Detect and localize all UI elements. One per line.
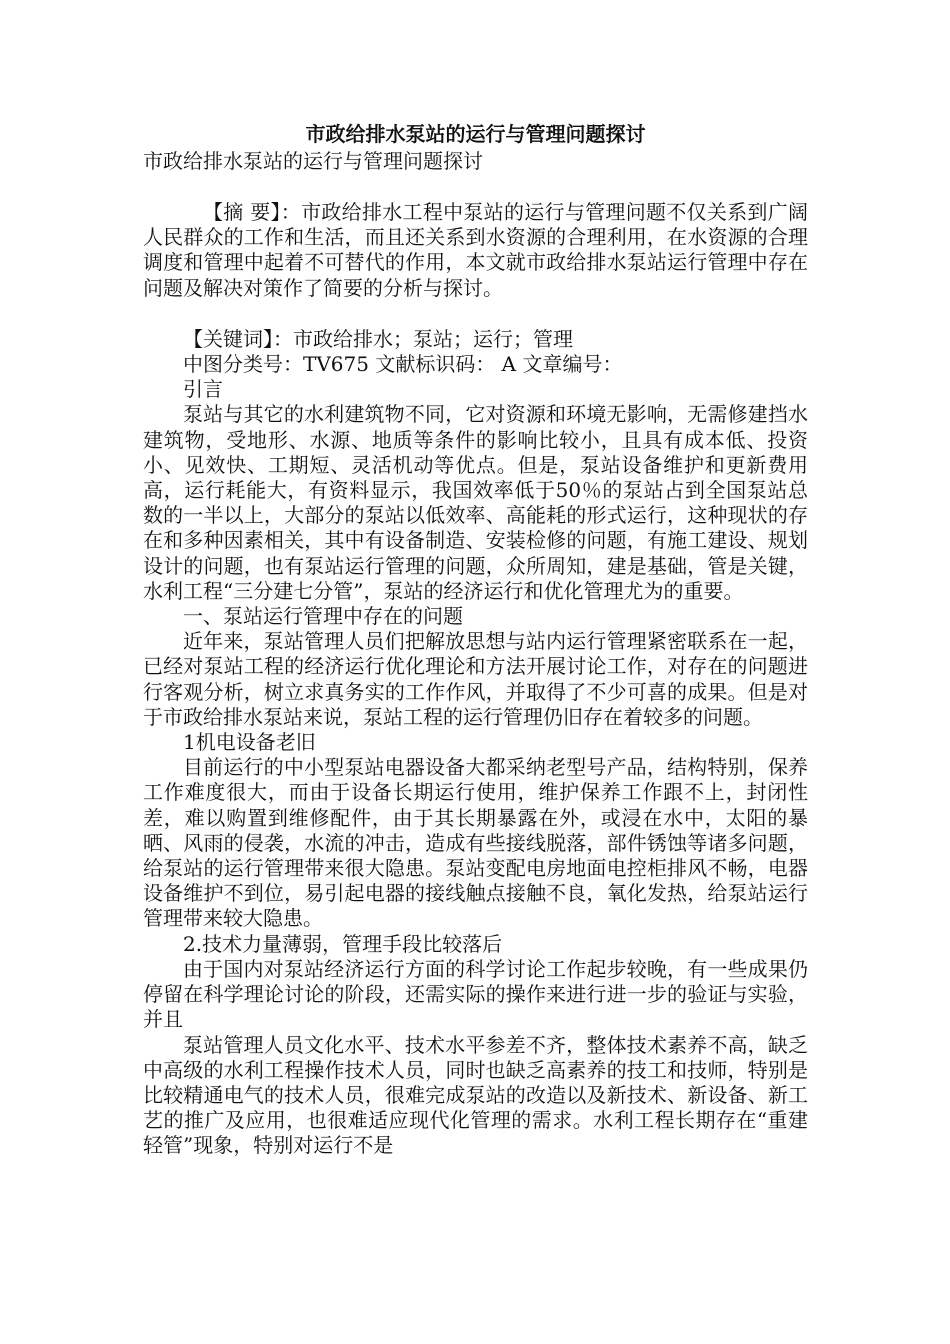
subsection-2-paragraph-2: 泵站管理人员文化水平、技术水平参差不齐，整体技术素养不高，缺乏中高级的水利工程操作技术人员，同时也缺乏高素养的技工和技师，特别是比较精通电气的技术人员，很难完成泵站的改造以及新技术、新设备、新工艺的推广及应用，也很难适应现代化管理的需求。水利工程长期存在“重建轻管”现象，特别对运行不是 (143, 1032, 808, 1158)
intro-paragraph: 泵站与其它的水利建筑物不同，它对资源和环境无影响，无需修建挡水建筑物，受地形、水源、地质等条件的影响比较小，且具有成本低、投资小、见效快、工期短、灵活机动等优点。但是，泵站设备维护和更新费用高，运行耗能大，有资料显示，我国效率低于50％的泵站占到全国泵站总数的一半以上，大部分的泵站以低效率、高能耗的形式运行，这种现状的存在和多种因素相关，其中有设备制造、安装检修的问题，有施工建设、规划设计的问题，也有泵站运行管理的问题，众所周知，建是基础，管是关键，水利工程“三分建七分管”，泵站的经济运行和优化管理尤为的重要。 (143, 402, 808, 603)
subsection-1-paragraph: 目前运行的中小型泵站电器设备大都采纳老型号产品，结构特别，保养工作难度很大，而由于设备长期运行使用，维护保养工作跟不上，封闭性差，难以购置到维修配件，由于其长期暴露在外，或浸在水中，太阳的暴晒、风雨的侵袭，水流的冲击，造成有些接线脱落，部件锈蚀等诸多问题，给泵站的运行管理带来很大隐患。泵站变配电房地面电控柜排风不畅，电器设备维护不到位，易引起电器的接线触点接触不良，氧化发热，给泵站运行管理带来较大隐患。 (143, 755, 808, 931)
document-page (143, 120, 808, 1320)
subsection-2-paragraph-1: 由于国内对泵站经济运行方面的科学讨论工作起步较晚，有一些成果仍停留在科学理论讨论的阶段，还需实际的操作来进行进一步的验证与实验，并且 (143, 956, 808, 1032)
blank-line (143, 301, 808, 327)
subsection-2-heading: 2.技术力量薄弱，管理手段比较落后 (183, 931, 503, 956)
section-1-paragraph: 近年来，泵站管理人员们把解放思想与站内运行管理紧密联系在一起，已经对泵站工程的经济运行优化理论和方法开展讨论工作，对存在的问题进行客观分析，树立求真务实的工作作风，并取得了不少可喜的成果。但是对于市政给排水泵站来说，泵站工程的运行管理仍旧存在着较多的问题。 (143, 629, 808, 729)
section-1-heading: 一、泵站运行管理中存在的问题 (183, 604, 463, 629)
blank-line (143, 174, 808, 200)
keywords-line: 【关键词】：市政给排水；泵站；运行；管理 (183, 326, 573, 351)
classification-line: 中图分类号：TV675 文献标识码： A 文章编号： (183, 352, 623, 377)
intro-heading: 引言 (183, 377, 223, 402)
abstract-paragraph: 【摘 要】：市政给排水工程中泵站的运行与管理问题不仅关系到广阔人民群众的工作和生活，而且还关系到水资源的合理利用，在水资源的合理调度和管理中起着不可替代的作用，本文就市政给排水泵站运行管理中存在问题及解决对策作了简要的分析与探讨。 (143, 200, 808, 300)
subsection-1-heading: 1机电设备老旧 (183, 730, 316, 755)
document-title: 市政给排水泵站的运行与管理问题探讨 (305, 122, 646, 146)
document-subtitle: 市政给排水泵站的运行与管理问题探讨 (143, 149, 483, 173)
